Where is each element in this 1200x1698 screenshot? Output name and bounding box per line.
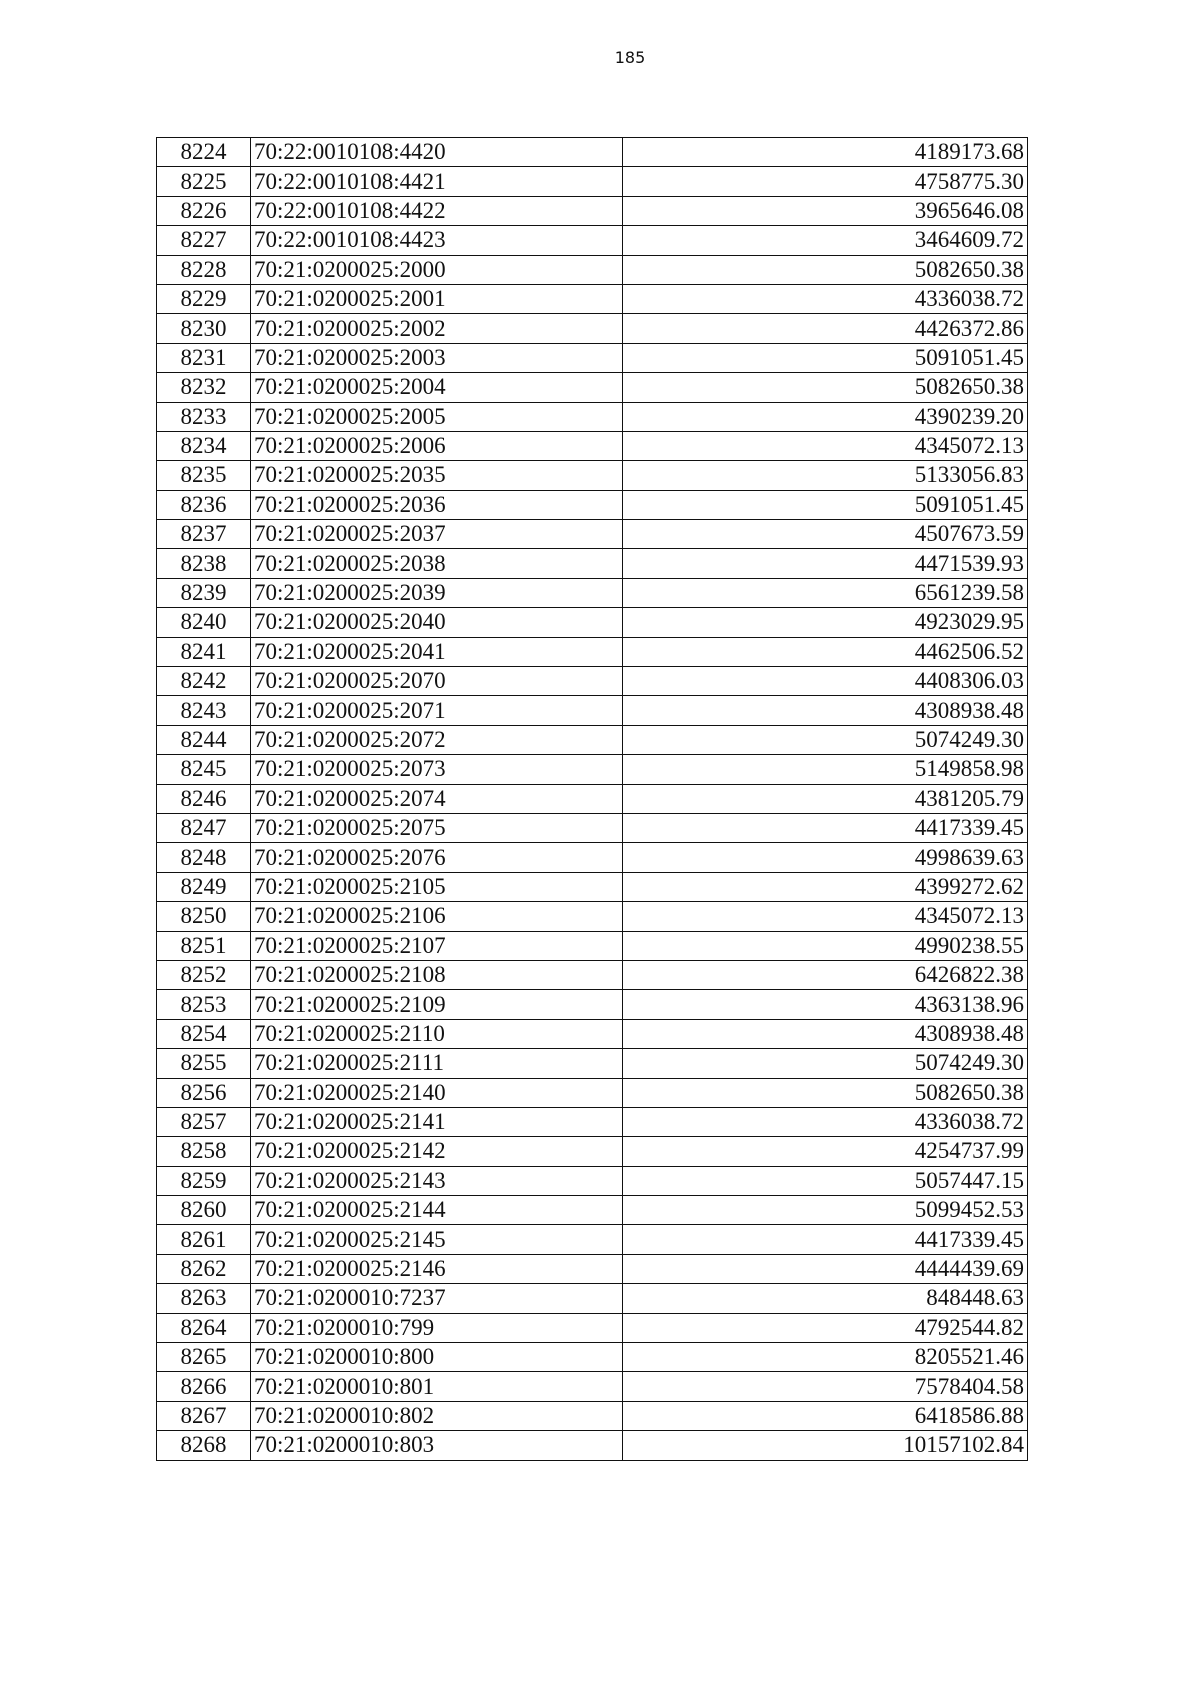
value-cell: 4998639.63	[623, 843, 1028, 872]
row-number-cell: 8227	[157, 226, 251, 255]
value-cell: 4345072.13	[623, 902, 1028, 931]
cadastral-number-cell: 70:21:0200025:2070	[251, 667, 623, 696]
table-body	[157, 138, 1028, 1461]
value-cell: 5057447.15	[623, 1166, 1028, 1195]
value-cell: 4444439.69	[623, 1254, 1028, 1283]
cadastral-number-cell: 70:22:0010108:4423	[251, 226, 623, 255]
row-number-cell: 8254	[157, 1019, 251, 1048]
cadastral-number-cell: 70:21:0200025:2075	[251, 813, 623, 842]
table-row	[157, 343, 1028, 372]
value-cell: 4417339.45	[623, 813, 1028, 842]
cadastral-number-cell: 70:21:0200025:2109	[251, 990, 623, 1019]
cadastral-number-cell: 70:21:0200025:2142	[251, 1137, 623, 1166]
cadastral-number-cell: 70:21:0200025:2110	[251, 1019, 623, 1048]
table-row	[157, 255, 1028, 284]
value-cell: 5091051.45	[623, 490, 1028, 519]
value-cell: 4308938.48	[623, 1019, 1028, 1048]
cadastral-number-cell: 70:21:0200025:2145	[251, 1225, 623, 1254]
value-cell: 10157102.84	[623, 1431, 1028, 1460]
row-number-cell: 8239	[157, 578, 251, 607]
table-row	[157, 1137, 1028, 1166]
value-cell: 5082650.38	[623, 255, 1028, 284]
cadastral-number-cell: 70:21:0200010:799	[251, 1313, 623, 1342]
table-row	[157, 872, 1028, 901]
table-row	[157, 1372, 1028, 1401]
row-number-cell: 8265	[157, 1343, 251, 1372]
row-number-cell: 8262	[157, 1254, 251, 1283]
cadastral-number-cell: 70:21:0200025:2111	[251, 1049, 623, 1078]
table-row	[157, 1254, 1028, 1283]
data-table	[156, 137, 1028, 1461]
value-cell: 5082650.38	[623, 1078, 1028, 1107]
cadastral-number-cell: 70:21:0200025:2036	[251, 490, 623, 519]
row-number-cell: 8226	[157, 196, 251, 225]
cadastral-number-cell: 70:21:0200025:2038	[251, 549, 623, 578]
cadastral-number-cell: 70:21:0200025:2002	[251, 314, 623, 343]
row-number-cell: 8253	[157, 990, 251, 1019]
table-row	[157, 637, 1028, 666]
table-row	[157, 1343, 1028, 1372]
row-number-cell: 8233	[157, 402, 251, 431]
table-row	[157, 578, 1028, 607]
row-number-cell: 8242	[157, 667, 251, 696]
value-cell: 5091051.45	[623, 343, 1028, 372]
value-cell: 4345072.13	[623, 431, 1028, 460]
value-cell: 4471539.93	[623, 549, 1028, 578]
table-row	[157, 1313, 1028, 1342]
value-cell: 4507673.59	[623, 520, 1028, 549]
cadastral-number-cell: 70:22:0010108:4420	[251, 138, 623, 167]
table-row	[157, 755, 1028, 784]
value-cell: 4426372.86	[623, 314, 1028, 343]
row-number-cell: 8252	[157, 960, 251, 989]
cadastral-number-cell: 70:21:0200025:2141	[251, 1107, 623, 1136]
cadastral-number-cell: 70:21:0200010:801	[251, 1372, 623, 1401]
cadastral-number-cell: 70:21:0200025:2006	[251, 431, 623, 460]
value-cell: 6561239.58	[623, 578, 1028, 607]
row-number-cell: 8234	[157, 431, 251, 460]
table-row	[157, 608, 1028, 637]
table-row	[157, 990, 1028, 1019]
row-number-cell: 8237	[157, 520, 251, 549]
table-row	[157, 902, 1028, 931]
cadastral-number-cell: 70:21:0200025:2035	[251, 461, 623, 490]
row-number-cell: 8263	[157, 1284, 251, 1313]
cadastral-number-cell: 70:21:0200025:2071	[251, 696, 623, 725]
value-cell: 4462506.52	[623, 637, 1028, 666]
row-number-cell: 8232	[157, 373, 251, 402]
table-row	[157, 138, 1028, 167]
value-cell: 7578404.58	[623, 1372, 1028, 1401]
row-number-cell: 8235	[157, 461, 251, 490]
cadastral-number-cell: 70:21:0200025:2001	[251, 284, 623, 313]
table-row	[157, 284, 1028, 313]
cadastral-number-cell: 70:22:0010108:4422	[251, 196, 623, 225]
row-number-cell: 8231	[157, 343, 251, 372]
value-cell: 5082650.38	[623, 373, 1028, 402]
table-row	[157, 1107, 1028, 1136]
cadastral-number-cell: 70:21:0200025:2004	[251, 373, 623, 402]
row-number-cell: 8229	[157, 284, 251, 313]
cadastral-number-cell: 70:21:0200025:2107	[251, 931, 623, 960]
value-cell: 4758775.30	[623, 167, 1028, 196]
table-row	[157, 1166, 1028, 1195]
cadastral-number-cell: 70:21:0200010:7237	[251, 1284, 623, 1313]
row-number-cell: 8228	[157, 255, 251, 284]
row-number-cell: 8243	[157, 696, 251, 725]
value-cell: 4417339.45	[623, 1225, 1028, 1254]
value-cell: 6418586.88	[623, 1401, 1028, 1430]
value-cell: 5074249.30	[623, 725, 1028, 754]
row-number-cell: 8249	[157, 872, 251, 901]
cadastral-number-cell: 70:21:0200025:2041	[251, 637, 623, 666]
value-cell: 5074249.30	[623, 1049, 1028, 1078]
row-number-cell: 8250	[157, 902, 251, 931]
value-cell: 4399272.62	[623, 872, 1028, 901]
row-number-cell: 8236	[157, 490, 251, 519]
row-number-cell: 8225	[157, 167, 251, 196]
table-row	[157, 960, 1028, 989]
page-number: 185	[614, 48, 646, 67]
row-number-cell: 8251	[157, 931, 251, 960]
cadastral-number-cell: 70:21:0200010:800	[251, 1343, 623, 1372]
cadastral-number-cell: 70:21:0200025:2039	[251, 578, 623, 607]
value-cell: 4792544.82	[623, 1313, 1028, 1342]
cadastral-number-cell: 70:21:0200025:2143	[251, 1166, 623, 1195]
table-row	[157, 696, 1028, 725]
table-row	[157, 196, 1028, 225]
cadastral-number-cell: 70:21:0200010:803	[251, 1431, 623, 1460]
table-row	[157, 1225, 1028, 1254]
value-cell: 5099452.53	[623, 1196, 1028, 1225]
table-row	[157, 1431, 1028, 1460]
value-cell: 4390239.20	[623, 402, 1028, 431]
value-cell: 4254737.99	[623, 1137, 1028, 1166]
value-cell: 4308938.48	[623, 696, 1028, 725]
table-row	[157, 813, 1028, 842]
value-cell: 4381205.79	[623, 784, 1028, 813]
row-number-cell: 8245	[157, 755, 251, 784]
row-number-cell: 8268	[157, 1431, 251, 1460]
row-number-cell: 8255	[157, 1049, 251, 1078]
value-cell: 4336038.72	[623, 1107, 1028, 1136]
cadastral-number-cell: 70:22:0010108:4421	[251, 167, 623, 196]
table-row	[157, 549, 1028, 578]
table-row	[157, 431, 1028, 460]
table-row	[157, 667, 1028, 696]
table-row	[157, 1284, 1028, 1313]
table-row	[157, 402, 1028, 431]
value-cell: 8205521.46	[623, 1343, 1028, 1372]
cadastral-number-cell: 70:21:0200025:2073	[251, 755, 623, 784]
table-row	[157, 461, 1028, 490]
table-row	[157, 490, 1028, 519]
value-cell: 4990238.55	[623, 931, 1028, 960]
row-number-cell: 8241	[157, 637, 251, 666]
row-number-cell: 8256	[157, 1078, 251, 1107]
row-number-cell: 8258	[157, 1137, 251, 1166]
value-cell: 4189173.68	[623, 138, 1028, 167]
table-row	[157, 1019, 1028, 1048]
row-number-cell: 8267	[157, 1401, 251, 1430]
cadastral-number-cell: 70:21:0200025:2108	[251, 960, 623, 989]
row-number-cell: 8238	[157, 549, 251, 578]
row-number-cell: 8261	[157, 1225, 251, 1254]
cadastral-number-cell: 70:21:0200025:2076	[251, 843, 623, 872]
value-cell: 3965646.08	[623, 196, 1028, 225]
table-row	[157, 226, 1028, 255]
table-row	[157, 1049, 1028, 1078]
row-number-cell: 8246	[157, 784, 251, 813]
table-row	[157, 1401, 1028, 1430]
value-cell: 4363138.96	[623, 990, 1028, 1019]
row-number-cell: 8259	[157, 1166, 251, 1195]
value-cell: 4408306.03	[623, 667, 1028, 696]
table-row	[157, 373, 1028, 402]
value-cell: 5149858.98	[623, 755, 1028, 784]
cadastral-number-cell: 70:21:0200025:2005	[251, 402, 623, 431]
cadastral-number-cell: 70:21:0200025:2146	[251, 1254, 623, 1283]
row-number-cell: 8244	[157, 725, 251, 754]
cadastral-number-cell: 70:21:0200025:2074	[251, 784, 623, 813]
cadastral-number-cell: 70:21:0200025:2040	[251, 608, 623, 637]
value-cell: 3464609.72	[623, 226, 1028, 255]
row-number-cell: 8240	[157, 608, 251, 637]
table-row	[157, 1078, 1028, 1107]
row-number-cell: 8248	[157, 843, 251, 872]
cadastral-number-cell: 70:21:0200025:2105	[251, 872, 623, 901]
cadastral-number-cell: 70:21:0200010:802	[251, 1401, 623, 1430]
row-number-cell: 8260	[157, 1196, 251, 1225]
table-row	[157, 1196, 1028, 1225]
value-cell: 848448.63	[623, 1284, 1028, 1313]
table-row	[157, 520, 1028, 549]
value-cell: 4336038.72	[623, 284, 1028, 313]
table-row	[157, 314, 1028, 343]
table-row	[157, 843, 1028, 872]
row-number-cell: 8247	[157, 813, 251, 842]
value-cell: 6426822.38	[623, 960, 1028, 989]
cadastral-number-cell: 70:21:0200025:2106	[251, 902, 623, 931]
row-number-cell: 8224	[157, 138, 251, 167]
row-number-cell: 8266	[157, 1372, 251, 1401]
cadastral-number-cell: 70:21:0200025:2140	[251, 1078, 623, 1107]
value-cell: 5133056.83	[623, 461, 1028, 490]
cadastral-number-cell: 70:21:0200025:2037	[251, 520, 623, 549]
cadastral-number-cell: 70:21:0200025:2000	[251, 255, 623, 284]
table-row	[157, 725, 1028, 754]
row-number-cell: 8264	[157, 1313, 251, 1342]
table-row	[157, 931, 1028, 960]
cadastral-number-cell: 70:21:0200025:2072	[251, 725, 623, 754]
value-cell: 4923029.95	[623, 608, 1028, 637]
row-number-cell: 8257	[157, 1107, 251, 1136]
cadastral-number-cell: 70:21:0200025:2003	[251, 343, 623, 372]
table-row	[157, 167, 1028, 196]
row-number-cell: 8230	[157, 314, 251, 343]
table-row	[157, 784, 1028, 813]
cadastral-number-cell: 70:21:0200025:2144	[251, 1196, 623, 1225]
